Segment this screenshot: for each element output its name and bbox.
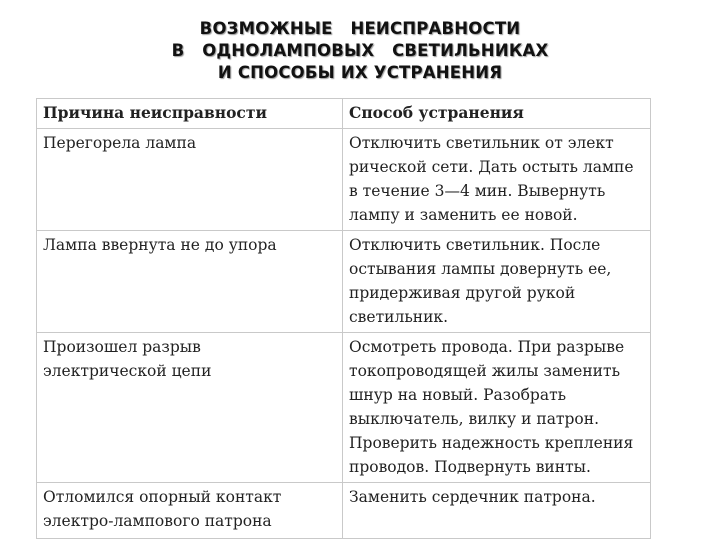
header-fix: Способ устранения [343,99,651,129]
fix-text: Осмотреть провода. При разрыве токопроводящей жилы заменить шнур на новый. Разобрать выключатель, вилку и патрон. Проверить надежность крепления проводов. Подвернуть винты. [349,338,634,476]
faults-table-container [36,98,650,539]
page-title [0,18,720,84]
fix-text: Отключить светильник от элект рической сети. Дать остыть лампе в течение 3—4 мин. Вывернуть лампу и заменить ее новой. [349,134,634,224]
cause-text: Отломился опорный контакт электро-лампового патрона [43,488,282,530]
cause-cell [37,483,343,539]
fix-cell [343,129,651,231]
header-cause: Причина неисправности [37,99,343,129]
table-row [37,231,651,333]
cause-cell [37,129,343,231]
title-line-3: И СПОСОБЫ ИХ УСТРАНЕНИЯ [217,63,503,82]
fix-cell [343,483,651,539]
cause-text: Перегорела лампа [43,134,197,152]
cause-text: Произошел разрыв электрической цепи [43,338,212,380]
cause-cell [37,231,343,333]
title-line-1: ВОЗМОЖНЫЕ НЕИСПРАВНОСТИ [199,19,521,38]
fix-cell [343,333,651,483]
table-row [37,129,651,231]
fix-cell [343,231,651,333]
cause-cell [37,333,343,483]
table-header-row [37,99,651,129]
fix-text: Отключить светильник. После остывания лампы довернуть ее, придерживая другой рукой светильник. [349,236,612,326]
fix-text: Заменить сердечник патрона. [349,488,596,506]
table-row [37,333,651,483]
title-line-2: В ОДНОЛАМПОВЫХ СВЕТИЛЬНИКАХ [171,41,549,60]
faults-table [36,98,651,539]
cause-text: Лампа ввернута не до упора [43,236,277,254]
table-row [37,483,651,539]
